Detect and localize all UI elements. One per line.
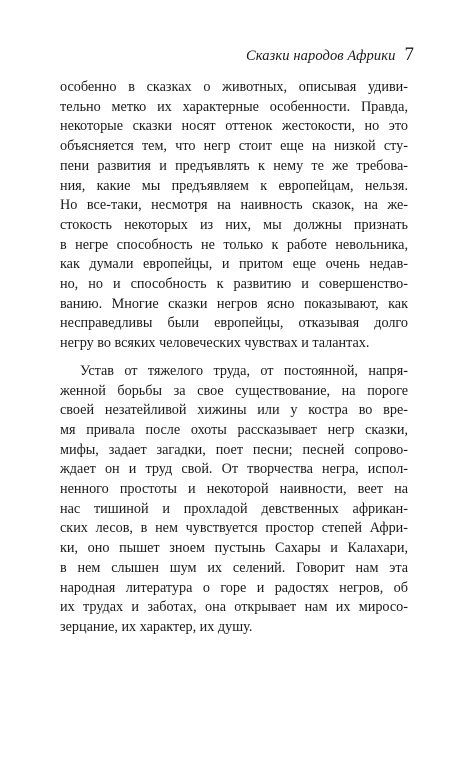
running-title: Сказки народов Африки (246, 48, 396, 64)
text-line: мифы, задает загадки, поет песни; песней сопрово- (60, 441, 408, 458)
paragraph-1 (60, 78, 408, 354)
text-line: тельно метко их характерные особенности. Правда, (60, 98, 408, 115)
body-text (60, 78, 408, 638)
text-line: женной борьбы за свое существование, на пороге (60, 382, 408, 399)
text-line: в негре способность не только к работе невольника, (60, 236, 408, 253)
text-line: своей незатейливой хижины или у костра во вре- (60, 402, 408, 419)
text-line: некоторые сказки носят оттенок жестокости, но это (60, 118, 408, 135)
text-line: мя привала после охоты рассказывает негр сказки, (60, 421, 408, 438)
text-line: зерцание, их характер, их душу. (60, 618, 253, 635)
text-line: ки, оно пышет зноем пустынь Сахары и Калахари, (60, 540, 408, 557)
text-line: ненного простоты и некоторой наивности, веет на (60, 481, 408, 498)
text-line: стокость некоторых из них, мы должны признать (60, 216, 408, 233)
text-line: негру во всяких человеческих чувствах и талантах. (60, 335, 370, 352)
text-line: Устав от тяжелого труда, от постоянной, напря- (80, 362, 408, 379)
text-line: как думали европейцы, и притом еще очень недав- (60, 256, 408, 273)
text-line: но, но и способность к развитию и совершенство- (60, 276, 408, 293)
text-line: их трудах и заботах, она открывает нам их миросо- (60, 599, 408, 616)
text-line: несправедливы были европейцы, отказывая долго (60, 315, 408, 332)
text-line: в нем слышен шум их селений. Говорит нам эта (60, 559, 408, 576)
text-line: народная литература о горе и радостях негров, об (60, 579, 408, 596)
text-line: особенно в сказках о животных, описывая удиви- (60, 79, 408, 95)
text-line: Но все-таки, несмотря на наивность сказок, на же- (60, 197, 408, 214)
text-line: ждает он и труд свой. От творчества негра, испол- (60, 461, 408, 478)
text-line: ских лесов, в нем чувствуется простор степей Афри- (60, 520, 408, 537)
text-line: ванию. Многие сказки негров ясно показывают, как (60, 295, 408, 312)
paragraph-2 (60, 362, 408, 638)
page-number: 7 (404, 44, 414, 65)
text-line: объясняется тем, что негр стоит еще на низкой сту- (60, 138, 408, 155)
text-line: ния, какие мы предъявляем к европейцам, нельзя. (60, 177, 408, 194)
text-line: пени развития и предъявлять к нему те же требова- (60, 157, 408, 174)
running-header (246, 44, 414, 66)
text-line: нас тишиной и прохладой девственных африкан- (60, 500, 408, 517)
